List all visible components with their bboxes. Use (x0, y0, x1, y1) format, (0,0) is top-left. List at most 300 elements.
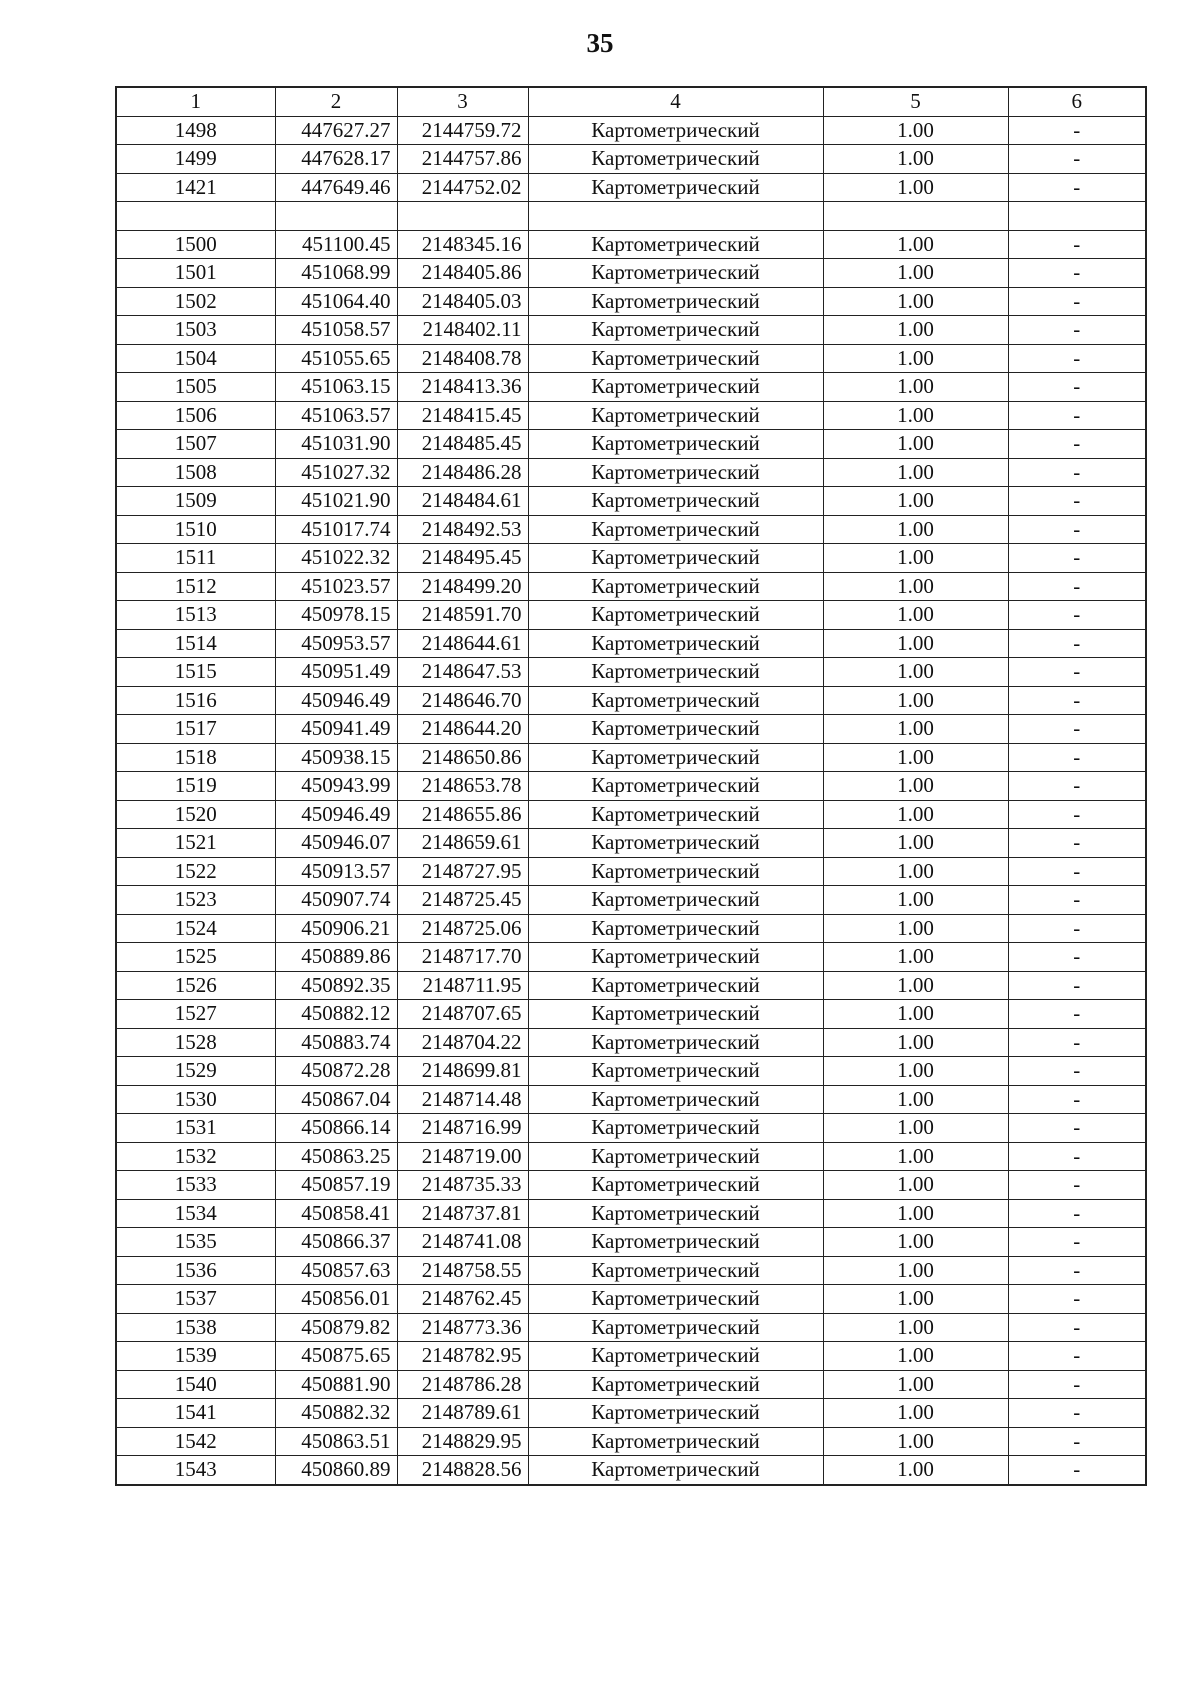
cell-x-coordinate: 450856.01 (275, 1285, 397, 1314)
cell-y-coordinate: 2148405.86 (397, 259, 528, 288)
cell-point-number: 1538 (116, 1313, 275, 1342)
cell-x-coordinate: 451063.57 (275, 401, 397, 430)
cell-point-number: 1510 (116, 515, 275, 544)
table-row (116, 1399, 1146, 1428)
cell-y-coordinate: 2148485.45 (397, 430, 528, 459)
cell-method: Картометрический (528, 173, 823, 202)
cell-note: - (1008, 601, 1146, 630)
cell-y-coordinate: 2148655.86 (397, 800, 528, 829)
cell-note: - (1008, 1171, 1146, 1200)
table-row (116, 772, 1146, 801)
cell-point-number: 1543 (116, 1456, 275, 1485)
cell-accuracy (823, 202, 1008, 231)
cell-x-coordinate: 450953.57 (275, 629, 397, 658)
cell-point-number: 1504 (116, 344, 275, 373)
cell-point-number: 1505 (116, 373, 275, 402)
cell-point-number: 1518 (116, 743, 275, 772)
cell-point-number (116, 202, 275, 231)
cell-x-coordinate: 450883.74 (275, 1028, 397, 1057)
cell-method: Картометрический (528, 1313, 823, 1342)
cell-accuracy: 1.00 (823, 1342, 1008, 1371)
cell-accuracy: 1.00 (823, 943, 1008, 972)
cell-y-coordinate: 2148492.53 (397, 515, 528, 544)
cell-point-number: 1503 (116, 316, 275, 345)
cell-accuracy: 1.00 (823, 1427, 1008, 1456)
cell-x-coordinate: 450872.28 (275, 1057, 397, 1086)
table-row (116, 1342, 1146, 1371)
cell-y-coordinate: 2148707.65 (397, 1000, 528, 1029)
cell-note: - (1008, 629, 1146, 658)
cell-y-coordinate: 2148727.95 (397, 857, 528, 886)
cell-y-coordinate: 2148782.95 (397, 1342, 528, 1371)
cell-note: - (1008, 1057, 1146, 1086)
cell-method: Картометрический (528, 1028, 823, 1057)
cell-note: - (1008, 173, 1146, 202)
cell-y-coordinate: 2148413.36 (397, 373, 528, 402)
cell-y-coordinate: 2148653.78 (397, 772, 528, 801)
cell-accuracy: 1.00 (823, 1399, 1008, 1428)
cell-accuracy: 1.00 (823, 430, 1008, 459)
cell-note: - (1008, 287, 1146, 316)
cell-accuracy: 1.00 (823, 857, 1008, 886)
cell-accuracy: 1.00 (823, 1313, 1008, 1342)
cell-point-number: 1531 (116, 1114, 275, 1143)
cell-note: - (1008, 373, 1146, 402)
cell-accuracy: 1.00 (823, 287, 1008, 316)
cell-point-number: 1512 (116, 572, 275, 601)
cell-accuracy: 1.00 (823, 259, 1008, 288)
cell-y-coordinate: 2148486.28 (397, 458, 528, 487)
cell-point-number: 1532 (116, 1142, 275, 1171)
cell-x-coordinate: 450946.07 (275, 829, 397, 858)
cell-point-number: 1524 (116, 914, 275, 943)
cell-x-coordinate: 450892.35 (275, 971, 397, 1000)
cell-method: Картометрический (528, 772, 823, 801)
cell-method: Картометрический (528, 344, 823, 373)
table-row (116, 1456, 1146, 1485)
cell-x-coordinate: 450858.41 (275, 1199, 397, 1228)
cell-point-number: 1539 (116, 1342, 275, 1371)
cell-accuracy: 1.00 (823, 1114, 1008, 1143)
cell-x-coordinate: 451063.15 (275, 373, 397, 402)
cell-point-number: 1519 (116, 772, 275, 801)
cell-y-coordinate: 2148644.20 (397, 715, 528, 744)
cell-y-coordinate: 2148789.61 (397, 1399, 528, 1428)
cell-note: - (1008, 116, 1146, 145)
cell-y-coordinate: 2148737.81 (397, 1199, 528, 1228)
cell-accuracy: 1.00 (823, 487, 1008, 516)
cell-y-coordinate: 2148735.33 (397, 1171, 528, 1200)
cell-point-number: 1542 (116, 1427, 275, 1456)
cell-method: Картометрический (528, 316, 823, 345)
cell-method: Картометрический (528, 1427, 823, 1456)
cell-method: Картометрический (528, 943, 823, 972)
cell-y-coordinate: 2148650.86 (397, 743, 528, 772)
cell-method: Картометрический (528, 1399, 823, 1428)
cell-note: - (1008, 943, 1146, 972)
cell-note: - (1008, 544, 1146, 573)
cell-x-coordinate: 450866.37 (275, 1228, 397, 1257)
cell-accuracy: 1.00 (823, 829, 1008, 858)
cell-x-coordinate: 450857.19 (275, 1171, 397, 1200)
cell-point-number: 1520 (116, 800, 275, 829)
cell-point-number: 1517 (116, 715, 275, 744)
cell-x-coordinate: 451064.40 (275, 287, 397, 316)
cell-x-coordinate: 451055.65 (275, 344, 397, 373)
cell-accuracy: 1.00 (823, 886, 1008, 915)
table-row (116, 1142, 1146, 1171)
cell-method: Картометрический (528, 1342, 823, 1371)
cell-point-number: 1511 (116, 544, 275, 573)
table-row (116, 1000, 1146, 1029)
cell-point-number: 1499 (116, 145, 275, 174)
table-row (116, 914, 1146, 943)
cell-accuracy: 1.00 (823, 572, 1008, 601)
cell-accuracy: 1.00 (823, 800, 1008, 829)
cell-x-coordinate: 447627.27 (275, 116, 397, 145)
cell-y-coordinate: 2144757.86 (397, 145, 528, 174)
cell-note: - (1008, 1313, 1146, 1342)
cell-method: Картометрический (528, 1285, 823, 1314)
cell-method: Картометрический (528, 515, 823, 544)
cell-note: - (1008, 515, 1146, 544)
cell-method: Картометрический (528, 1199, 823, 1228)
cell-y-coordinate: 2148345.16 (397, 230, 528, 259)
cell-accuracy: 1.00 (823, 658, 1008, 687)
table-row (116, 601, 1146, 630)
cell-point-number: 1514 (116, 629, 275, 658)
cell-y-coordinate: 2148719.00 (397, 1142, 528, 1171)
cell-accuracy: 1.00 (823, 344, 1008, 373)
cell-y-coordinate: 2148402.11 (397, 316, 528, 345)
cell-note: - (1008, 1000, 1146, 1029)
table-body (116, 116, 1146, 1485)
cell-y-coordinate: 2148591.70 (397, 601, 528, 630)
cell-point-number: 1521 (116, 829, 275, 858)
cell-point-number: 1527 (116, 1000, 275, 1029)
cell-accuracy: 1.00 (823, 1000, 1008, 1029)
cell-method: Картометрический (528, 686, 823, 715)
cell-method: Картометрический (528, 829, 823, 858)
cell-method: Картометрический (528, 1456, 823, 1485)
table-row (116, 829, 1146, 858)
cell-x-coordinate: 450978.15 (275, 601, 397, 630)
cell-note: - (1008, 1370, 1146, 1399)
cell-method: Картометрический (528, 971, 823, 1000)
cell-y-coordinate: 2148644.61 (397, 629, 528, 658)
cell-accuracy: 1.00 (823, 1285, 1008, 1314)
cell-method: Картометрический (528, 373, 823, 402)
cell-note: - (1008, 971, 1146, 1000)
cell-method: Картометрический (528, 601, 823, 630)
cell-note: - (1008, 1228, 1146, 1257)
cell-x-coordinate: 450879.82 (275, 1313, 397, 1342)
cell-note: - (1008, 743, 1146, 772)
cell-method: Картометрический (528, 857, 823, 886)
cell-method: Картометрический (528, 259, 823, 288)
cell-y-coordinate: 2148484.61 (397, 487, 528, 516)
cell-point-number: 1526 (116, 971, 275, 1000)
cell-method: Картометрический (528, 1000, 823, 1029)
cell-y-coordinate: 2148786.28 (397, 1370, 528, 1399)
table-row (116, 943, 1146, 972)
table-row (116, 1114, 1146, 1143)
cell-accuracy: 1.00 (823, 971, 1008, 1000)
cell-accuracy: 1.00 (823, 686, 1008, 715)
cell-y-coordinate: 2148741.08 (397, 1228, 528, 1257)
cell-note: - (1008, 772, 1146, 801)
cell-x-coordinate: 450866.14 (275, 1114, 397, 1143)
cell-x-coordinate: 447628.17 (275, 145, 397, 174)
cell-accuracy: 1.00 (823, 373, 1008, 402)
cell-method: Картометрический (528, 230, 823, 259)
cell-y-coordinate: 2148495.45 (397, 544, 528, 573)
cell-method: Картометрический (528, 715, 823, 744)
table-row (116, 743, 1146, 772)
cell-y-coordinate: 2148704.22 (397, 1028, 528, 1057)
cell-note: - (1008, 886, 1146, 915)
column-header-6: 6 (1008, 87, 1146, 116)
cell-point-number: 1541 (116, 1399, 275, 1428)
cell-y-coordinate: 2148717.70 (397, 943, 528, 972)
table-header (116, 87, 1146, 116)
table-row (116, 857, 1146, 886)
table-row (116, 572, 1146, 601)
cell-x-coordinate: 450946.49 (275, 686, 397, 715)
cell-x-coordinate: 450907.74 (275, 886, 397, 915)
cell-method: Картометрический (528, 1228, 823, 1257)
column-header-5: 5 (823, 87, 1008, 116)
table-row (116, 373, 1146, 402)
cell-x-coordinate: 451068.99 (275, 259, 397, 288)
cell-accuracy: 1.00 (823, 316, 1008, 345)
cell-y-coordinate: 2148415.45 (397, 401, 528, 430)
table-row (116, 344, 1146, 373)
cell-point-number: 1523 (116, 886, 275, 915)
cell-method (528, 202, 823, 231)
cell-point-number: 1525 (116, 943, 275, 972)
cell-accuracy: 1.00 (823, 772, 1008, 801)
table-row (116, 1028, 1146, 1057)
cell-accuracy: 1.00 (823, 173, 1008, 202)
cell-accuracy: 1.00 (823, 1057, 1008, 1086)
cell-note: - (1008, 401, 1146, 430)
cell-accuracy: 1.00 (823, 1256, 1008, 1285)
cell-accuracy: 1.00 (823, 914, 1008, 943)
cell-note: - (1008, 1028, 1146, 1057)
cell-method: Картометрический (528, 1142, 823, 1171)
cell-point-number: 1522 (116, 857, 275, 886)
cell-x-coordinate: 451100.45 (275, 230, 397, 259)
cell-y-coordinate: 2148716.99 (397, 1114, 528, 1143)
cell-point-number: 1529 (116, 1057, 275, 1086)
cell-x-coordinate: 450875.65 (275, 1342, 397, 1371)
cell-accuracy: 1.00 (823, 1456, 1008, 1485)
cell-x-coordinate: 450913.57 (275, 857, 397, 886)
cell-method: Картометрический (528, 1057, 823, 1086)
cell-y-coordinate: 2148405.03 (397, 287, 528, 316)
table-row (116, 316, 1146, 345)
column-header-4: 4 (528, 87, 823, 116)
cell-note: - (1008, 686, 1146, 715)
cell-accuracy: 1.00 (823, 1171, 1008, 1200)
cell-x-coordinate: 450860.89 (275, 1456, 397, 1485)
cell-y-coordinate: 2148828.56 (397, 1456, 528, 1485)
cell-x-coordinate: 451023.57 (275, 572, 397, 601)
cell-point-number: 1501 (116, 259, 275, 288)
cell-accuracy: 1.00 (823, 116, 1008, 145)
cell-method: Картометрический (528, 287, 823, 316)
cell-x-coordinate: 450863.51 (275, 1427, 397, 1456)
cell-note: - (1008, 430, 1146, 459)
cell-note: - (1008, 1456, 1146, 1485)
cell-accuracy: 1.00 (823, 145, 1008, 174)
cell-note: - (1008, 914, 1146, 943)
cell-y-coordinate: 2148758.55 (397, 1256, 528, 1285)
cell-point-number: 1540 (116, 1370, 275, 1399)
table-row (116, 1199, 1146, 1228)
cell-point-number: 1508 (116, 458, 275, 487)
table-row (116, 544, 1146, 573)
cell-method: Картометрический (528, 572, 823, 601)
cell-accuracy: 1.00 (823, 230, 1008, 259)
cell-method: Картометрический (528, 116, 823, 145)
cell-method: Картометрический (528, 914, 823, 943)
cell-accuracy: 1.00 (823, 544, 1008, 573)
cell-accuracy: 1.00 (823, 715, 1008, 744)
cell-point-number: 1421 (116, 173, 275, 202)
cell-method: Картометрический (528, 145, 823, 174)
cell-x-coordinate: 450906.21 (275, 914, 397, 943)
cell-note: - (1008, 829, 1146, 858)
cell-point-number: 1513 (116, 601, 275, 630)
table-row (116, 145, 1146, 174)
cell-x-coordinate: 450857.63 (275, 1256, 397, 1285)
cell-point-number: 1502 (116, 287, 275, 316)
cell-y-coordinate: 2148725.45 (397, 886, 528, 915)
cell-method: Картометрический (528, 1171, 823, 1200)
column-header-1: 1 (116, 87, 275, 116)
table-row (116, 1427, 1146, 1456)
table-row (116, 1370, 1146, 1399)
cell-y-coordinate: 2148659.61 (397, 829, 528, 858)
cell-accuracy: 1.00 (823, 601, 1008, 630)
cell-method: Картометрический (528, 629, 823, 658)
cell-note: - (1008, 800, 1146, 829)
cell-note: - (1008, 259, 1146, 288)
cell-point-number: 1515 (116, 658, 275, 687)
cell-x-coordinate: 451021.90 (275, 487, 397, 516)
cell-y-coordinate: 2148646.70 (397, 686, 528, 715)
cell-point-number: 1535 (116, 1228, 275, 1257)
table-row (116, 1285, 1146, 1314)
cell-y-coordinate: 2148829.95 (397, 1427, 528, 1456)
table-row (116, 515, 1146, 544)
cell-y-coordinate: 2148714.48 (397, 1085, 528, 1114)
cell-x-coordinate: 451022.32 (275, 544, 397, 573)
cell-y-coordinate: 2148408.78 (397, 344, 528, 373)
cell-x-coordinate: 451017.74 (275, 515, 397, 544)
cell-note: - (1008, 1285, 1146, 1314)
cell-y-coordinate: 2144752.02 (397, 173, 528, 202)
cell-accuracy: 1.00 (823, 1370, 1008, 1399)
cell-note: - (1008, 1427, 1146, 1456)
cell-accuracy: 1.00 (823, 401, 1008, 430)
table-row (116, 715, 1146, 744)
cell-note: - (1008, 458, 1146, 487)
cell-note: - (1008, 1114, 1146, 1143)
table-row (116, 173, 1146, 202)
table-row (116, 971, 1146, 1000)
table-row (116, 629, 1146, 658)
cell-x-coordinate: 450951.49 (275, 658, 397, 687)
cell-method: Картометрический (528, 658, 823, 687)
table-row (116, 1256, 1146, 1285)
cell-note: - (1008, 572, 1146, 601)
cell-note: - (1008, 145, 1146, 174)
coordinates-table (115, 86, 1147, 1486)
table-row (116, 1085, 1146, 1114)
cell-accuracy: 1.00 (823, 1228, 1008, 1257)
cell-y-coordinate: 2144759.72 (397, 116, 528, 145)
table-row (116, 686, 1146, 715)
cell-note: - (1008, 1085, 1146, 1114)
cell-method: Картометрический (528, 1085, 823, 1114)
cell-x-coordinate: 450881.90 (275, 1370, 397, 1399)
cell-point-number: 1506 (116, 401, 275, 430)
cell-x-coordinate: 450938.15 (275, 743, 397, 772)
table-row (116, 658, 1146, 687)
table-row (116, 401, 1146, 430)
cell-accuracy: 1.00 (823, 1085, 1008, 1114)
table-row (116, 886, 1146, 915)
table-row (116, 1171, 1146, 1200)
cell-x-coordinate: 451031.90 (275, 430, 397, 459)
table-row (116, 1057, 1146, 1086)
cell-point-number: 1536 (116, 1256, 275, 1285)
cell-x-coordinate: 450941.49 (275, 715, 397, 744)
cell-y-coordinate: 2148773.36 (397, 1313, 528, 1342)
cell-x-coordinate: 451058.57 (275, 316, 397, 345)
cell-x-coordinate: 450882.12 (275, 1000, 397, 1029)
cell-point-number: 1500 (116, 230, 275, 259)
cell-point-number: 1516 (116, 686, 275, 715)
cell-note: - (1008, 1342, 1146, 1371)
page-number: 35 (586, 28, 614, 58)
cell-accuracy: 1.00 (823, 743, 1008, 772)
cell-note: - (1008, 1142, 1146, 1171)
cell-note: - (1008, 1199, 1146, 1228)
column-header-3: 3 (397, 87, 528, 116)
cell-y-coordinate: 2148725.06 (397, 914, 528, 943)
cell-method: Картометрический (528, 401, 823, 430)
cell-point-number: 1533 (116, 1171, 275, 1200)
cell-y-coordinate: 2148647.53 (397, 658, 528, 687)
cell-x-coordinate: 450882.32 (275, 1399, 397, 1428)
cell-note: - (1008, 230, 1146, 259)
table-row (116, 259, 1146, 288)
cell-method: Картометрический (528, 743, 823, 772)
cell-x-coordinate: 451027.32 (275, 458, 397, 487)
header-row (116, 87, 1146, 116)
cell-method: Картометрический (528, 458, 823, 487)
cell-y-coordinate: 2148711.95 (397, 971, 528, 1000)
cell-method: Картометрический (528, 800, 823, 829)
cell-point-number: 1509 (116, 487, 275, 516)
cell-x-coordinate: 450867.04 (275, 1085, 397, 1114)
cell-y-coordinate: 2148499.20 (397, 572, 528, 601)
cell-note: - (1008, 658, 1146, 687)
